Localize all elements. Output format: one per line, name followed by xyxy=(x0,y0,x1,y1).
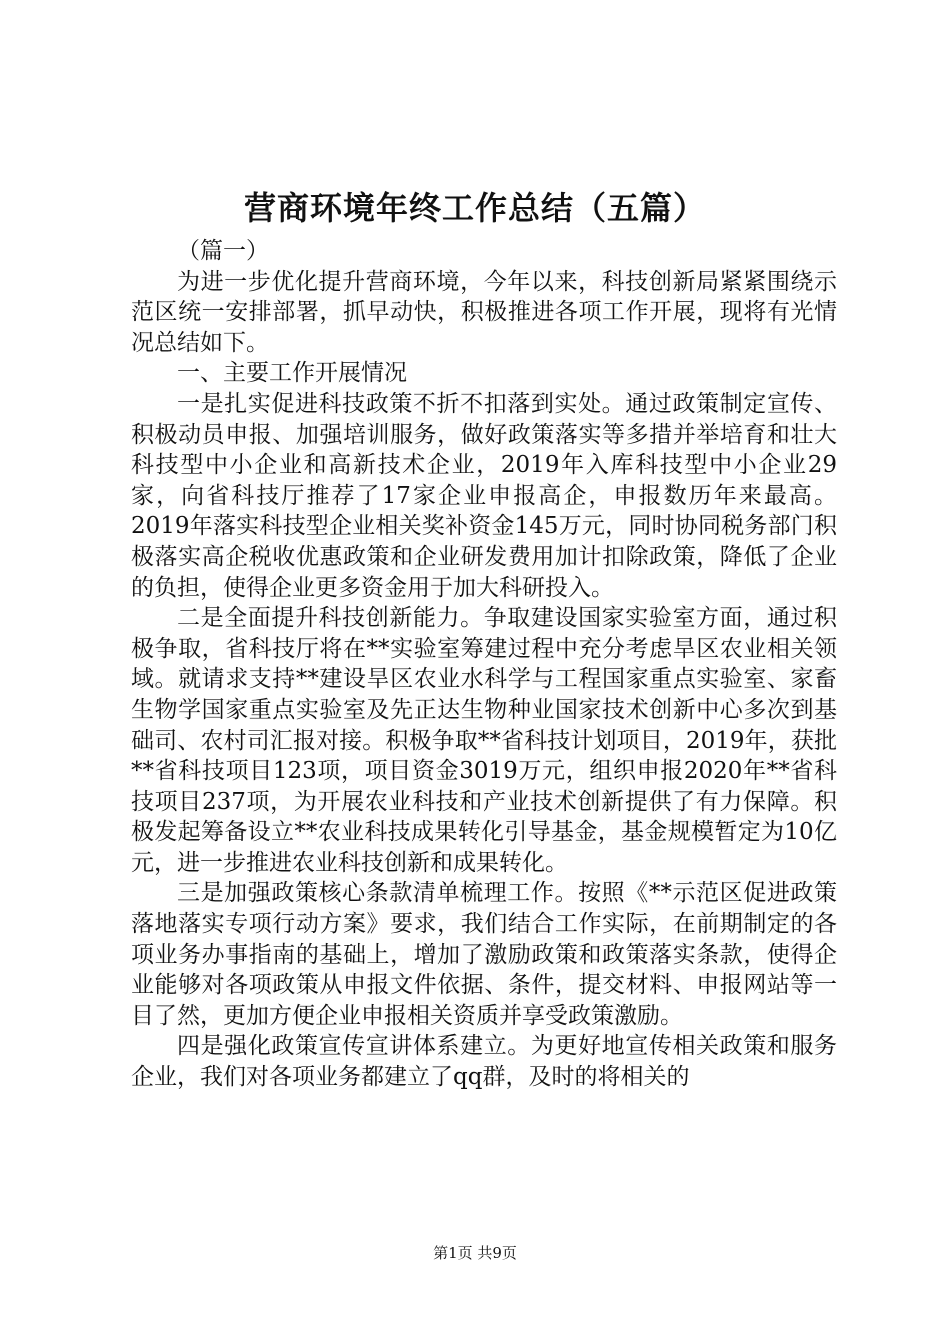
document-title: 营商环境年终工作总结（五篇） xyxy=(243,189,706,227)
page-footer: 第1页 共9页 xyxy=(433,1244,517,1262)
body-paragraph: 四是强化政策宣传宣讲体系建立。为更好地宣传相关政策和服务企业，我们对各项业务都建立了qq群，及时的将相关的 xyxy=(131,1033,837,1091)
body-paragraph: 二是全面提升科技创新能力。争取建设国家实验室方面，通过积极争取，省科技厅将在**实验室筹建过程中充分考虑旱区农业相关领域。就请求支持**建设旱区农业水科学与工程国家重点实验室、家畜生物学国家重点实验室及先正达生物种业国家技术创新中心多次到基础司、农村司汇报对接。积极争取**省科技计划项目，2019年，获批**省科技项目123项，项目资金3019万元，组织申报2020年**省科技项目237项，为开展农业科技和产业技术创新提供了有力保障。积极发起筹备设立**农业科技成果转化引导基金，基金规模暂定为10亿元，进一步推进农业科技创新和成果转化。 xyxy=(131,605,837,876)
intro-paragraph: 为进一步优化提升营商环境，今年以来，科技创新局紧紧围绕示范区统一安排部署，抓早动快，积极推进各项工作开展，现将有光情况总结如下。 xyxy=(131,268,837,356)
section-label: （篇一） xyxy=(177,238,269,264)
body-paragraph: 一是扎实促进科技政策不折不扣落到实处。通过政策制定宣传、积极动员申报、加强培训服务，做好政策落实等多措并举培育和壮大科技型中小企业和高新技术企业，2019年入库科技型中小企业29家，向省科技厅推荐了17家企业申报高企，申报数历年来最高。2019年落实科技型企业相关奖补资金145万元，同时协同税务部门积极落实高企税收优惠政策和企业研发费用加计扣除政策，降低了企业的负担，使得企业更多资金用于加大科研投入。 xyxy=(131,390,837,601)
document-body xyxy=(131,236,837,1093)
body-paragraph: 三是加强政策核心条款清单梳理工作。按照《**示范区促进政策落地落实专项行动方案》要求，我们结合工作实际，在前期制定的各项业务办事指南的基础上，增加了激励政策和政策落实条款，使得企业能够对各项政策从申报文件依据、条件，提交材料、申报网站等一目了然，更加方便企业申报相关资质并享受政策激励。 xyxy=(131,880,837,1029)
section-heading: 一、主要工作开展情况 xyxy=(177,360,407,387)
